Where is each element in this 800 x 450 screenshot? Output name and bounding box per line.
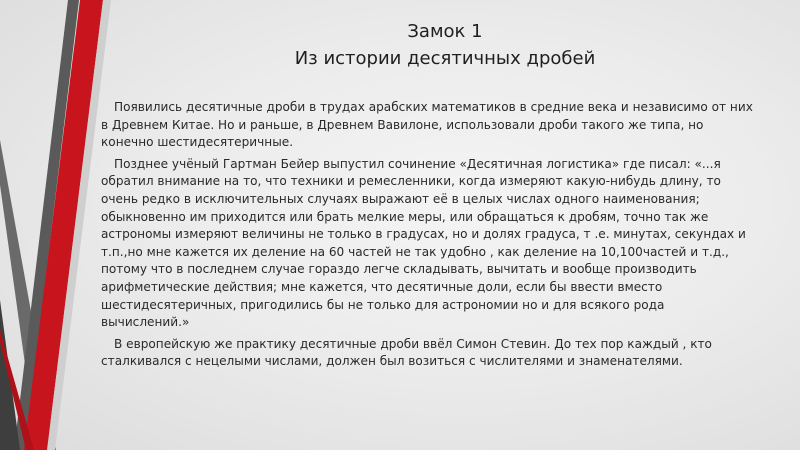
slide-title: [230, 18, 660, 72]
title-line-2: Из истории десятичных дробей: [294, 48, 596, 69]
paragraph-2: Позднее учёный Гартман Бейер выпустил сочинение «Десятичная логистика» где писал: «...я обратил внимание на то, что техники и ремесленники, когда измеряют какую-нибудь длину, то очень редко в исключительных случаях выражают её в целых числах одного наименования; обыкновенно им приходится или брать мелкие меры, или обращаться к дробям, точно так же астрономы измеряют величины не только в градусах, но и долях градуса, т .е. минутах, секундах и т.п.,но мне кажется их деление на 60 частей не так удобно , как деление на 10,100частей и т.д., потому что в последнем случае гораздо легче складывать, вычитать и вообще производить арифметические действия; мне кажется, что десятичные доли, если бы ввести вместо шестидесятеричных, пригодились бы не только для астрономии но и для всякого рода вычислений.»: [101, 156, 746, 330]
paragraph-1: Появились десятичные дроби в трудах арабских математиков в средние века и независимо от них в Древнем Китае. Но и раньше, в Древнем Вавилоне, использовали дроби такого же типа, но конечно шестидесятеричные.: [101, 100, 753, 150]
title-line-1: Замок 1: [407, 21, 483, 42]
paragraph-3: В европейскую же практику десятичные дроби ввёл Симон Стевин. До тех пор каждый , кто сталкивался с нецелыми числами, должен был возиться с числителями и знаменателями.: [101, 336, 712, 369]
body-text: [101, 99, 753, 375]
